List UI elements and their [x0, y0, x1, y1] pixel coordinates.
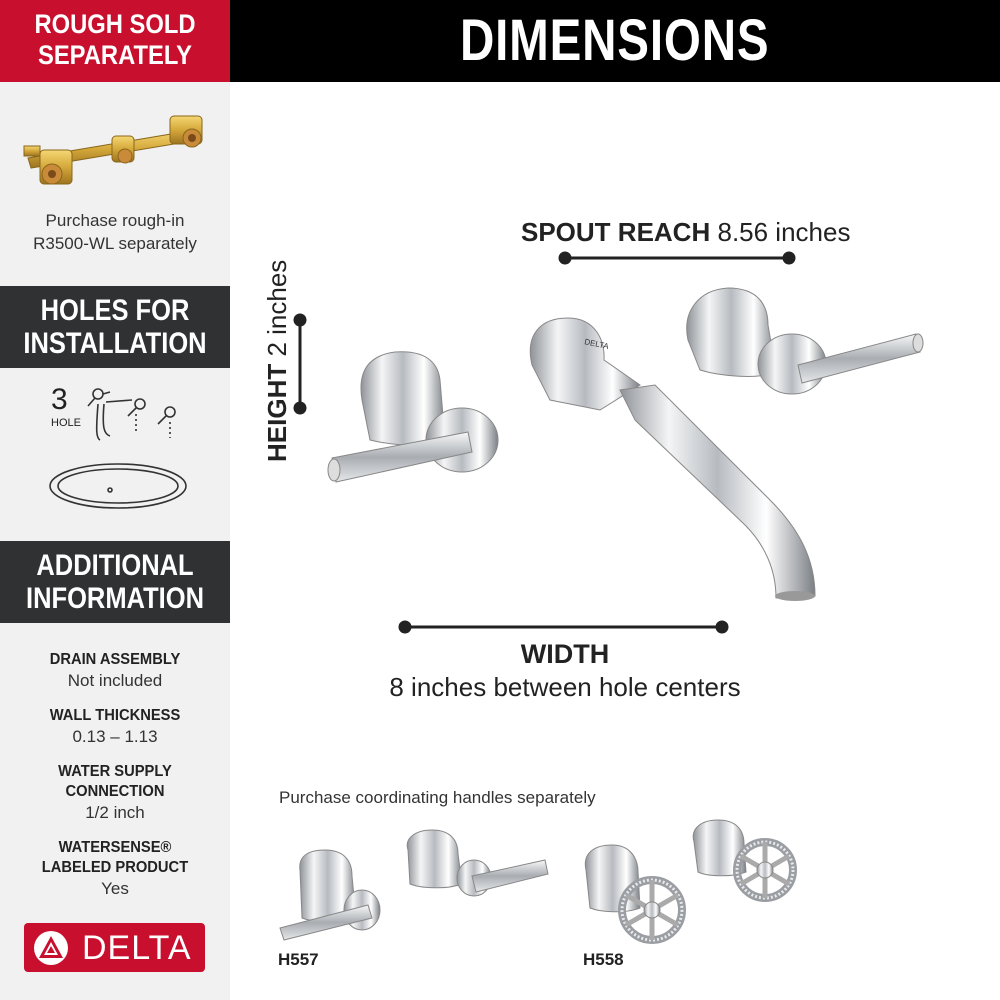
- dimensions-banner: [230, 0, 1000, 82]
- info-value: Not included: [67, 671, 163, 690]
- left-handle-image: [328, 352, 498, 482]
- rough-in-note-line-1: Purchase rough-in: [45, 211, 185, 230]
- faucet-dimension-drawing: [230, 82, 1000, 1000]
- additional-header-line-1: ADDITIONAL: [36, 549, 194, 582]
- info-label: DRAIN ASSEMBLY: [49, 651, 181, 668]
- h558-handle-1-image: [585, 845, 682, 940]
- handle-code-h558: H558: [583, 950, 624, 969]
- rough-in-note-line-2: R3500-WL separately: [33, 234, 197, 253]
- three-hole-diagram-icon: [48, 380, 198, 510]
- right-handle-image: [687, 288, 923, 394]
- info-drain-assembly: [0, 650, 230, 691]
- rough-banner-line-1: ROUGH SOLD: [34, 9, 196, 39]
- holes-header-line-2: INSTALLATION: [23, 327, 207, 360]
- additional-information-header: [0, 541, 230, 623]
- info-water-supply-connection: [0, 762, 230, 823]
- height-title: HEIGHT: [262, 363, 292, 462]
- rough-sold-separately-banner: [0, 0, 230, 82]
- rough-in-note: [0, 209, 230, 255]
- info-value: 1/2 inch: [85, 803, 145, 822]
- info-label: CONNECTION: [65, 783, 165, 800]
- rough-in-valve-image: [20, 112, 210, 197]
- page-title: DIMENSIONS: [460, 8, 770, 73]
- hole-unit: HOLE: [51, 417, 81, 429]
- holes-for-installation-header: [0, 286, 230, 368]
- height-value: 2 inches: [262, 259, 292, 357]
- info-value: 0.13 – 1.13: [72, 727, 158, 746]
- holes-header-line-1: HOLES FOR: [40, 294, 190, 327]
- info-watersense: [0, 838, 230, 899]
- width-title: WIDTH: [520, 639, 610, 669]
- delta-logo: [24, 923, 205, 972]
- sidebar: [0, 0, 230, 1000]
- delta-logo-text: DELTA: [82, 929, 192, 967]
- info-label: WALL THICKNESS: [49, 707, 181, 724]
- handle-code-h557: H557: [278, 950, 319, 969]
- info-label: LABELED PRODUCT: [41, 859, 189, 876]
- spout-brand-text: DELTA: [583, 337, 610, 352]
- h558-handle-2-image: [693, 820, 793, 898]
- info-label: WATERSENSE®: [58, 839, 172, 856]
- coordinating-handles-note: Purchase coordinating handles separately: [279, 788, 596, 807]
- hole-count: 3: [51, 383, 68, 416]
- h557-handle-2-image: [407, 830, 548, 896]
- width-value: 8 inches between hole centers: [389, 672, 741, 702]
- spout-reach-value: 8.56 inches: [717, 217, 851, 247]
- spout-reach-title: SPOUT REACH: [521, 217, 711, 247]
- info-value: Yes: [101, 879, 129, 898]
- info-label: WATER SUPPLY: [58, 763, 172, 780]
- info-wall-thickness: [0, 706, 230, 747]
- rough-banner-line-2: SEPARATELY: [37, 40, 193, 70]
- additional-header-line-2: INFORMATION: [25, 582, 204, 615]
- h557-handle-1-image: [280, 850, 380, 940]
- delta-triangle-icon: [32, 929, 70, 967]
